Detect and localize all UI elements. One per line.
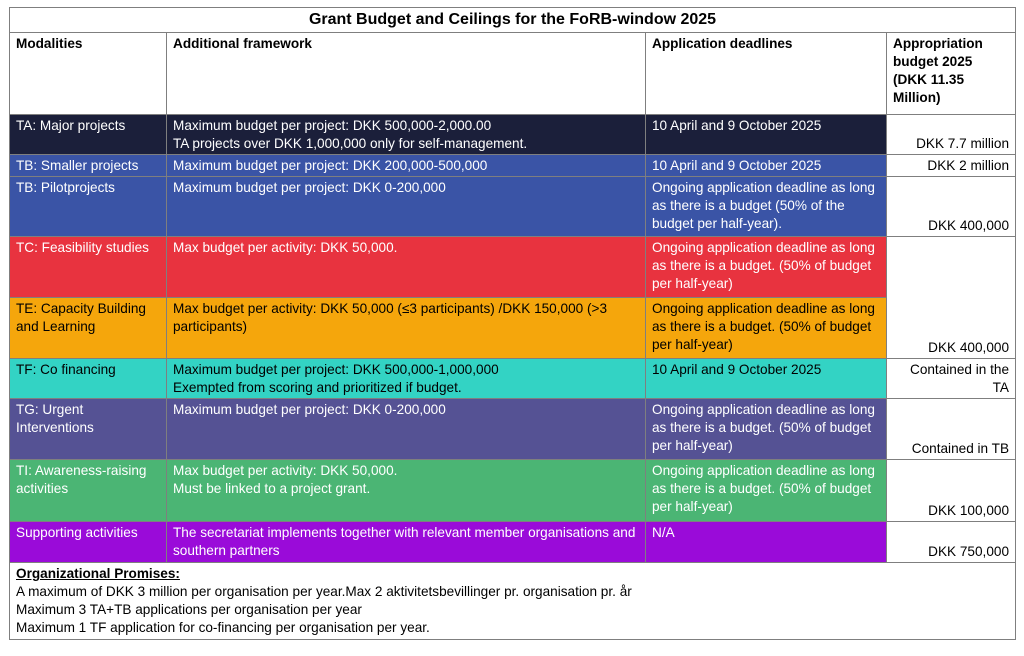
budget-cell: DKK 2 million: [887, 155, 1016, 177]
table-row: [10, 460, 1016, 522]
promises-heading: Organizational Promises:: [16, 566, 180, 581]
deadline-cell: N/A: [646, 522, 887, 563]
deadline-cell: Ongoing application deadline as long as there is a budget. (50% of budget per half-year): [646, 460, 887, 522]
table-row: [10, 359, 1016, 399]
framework-cell: Maximum budget per project: DKK 0-200,000: [167, 399, 646, 460]
deadline-cell: 10 April and 9 October 2025: [646, 359, 887, 399]
deadline-cell: 10 April and 9 October 2025: [646, 155, 887, 177]
budget-cell: DKK 100,000: [887, 460, 1016, 522]
deadline-cell: 10 April and 9 October 2025: [646, 115, 887, 155]
organizational-promises: [10, 563, 1016, 640]
header-framework: Additional framework: [167, 33, 646, 115]
modality-cell: TB: Pilotprojects: [10, 177, 167, 237]
promise-line: A maximum of DKK 3 million per organisation per year.Max 2 aktivitetsbevillinger pr. organisation pr. år: [16, 584, 632, 599]
budget-sheet: [9, 7, 1015, 640]
deadline-cell: Ongoing application deadline as long as there is a budget. (50% of budget per half-year): [646, 399, 887, 460]
budget-cell: DKK 7.7 million: [887, 115, 1016, 155]
header-budget: Appropriation budget 2025 (DKK 11.35 Million): [887, 33, 1016, 115]
modality-cell: TG: Urgent Interventions: [10, 399, 167, 460]
deadline-cell: Ongoing application deadline as long as there is a budget (50% of the budget per half-year).: [646, 177, 887, 237]
table-row: [10, 237, 1016, 298]
framework-cell: The secretariat implements together with relevant member organisations and southern partners: [167, 522, 646, 563]
budget-cell: Contained in the TA: [887, 359, 1016, 399]
budget-cell: DKK 400,000: [887, 177, 1016, 237]
table-row: [10, 115, 1016, 155]
table-row: [10, 155, 1016, 177]
modality-cell: Supporting activities: [10, 522, 167, 563]
budget-table: [9, 7, 1016, 640]
modality-cell: TA: Major projects: [10, 115, 167, 155]
modality-cell: TI: Awareness-raising activities: [10, 460, 167, 522]
framework-cell: Max budget per activity: DKK 50,000 (≤3 participants) /DKK 150,000 (>3 participants): [167, 298, 646, 359]
budget-cell: DKK 400,000: [887, 237, 1016, 359]
framework-cell: Maximum budget per project: DKK 0-200,000: [167, 177, 646, 237]
deadline-cell: Ongoing application deadline as long as there is a budget. (50% of budget per half-year): [646, 298, 887, 359]
table-row: [10, 177, 1016, 237]
promise-line: Maximum 3 TA+TB applications per organisation per year: [16, 602, 362, 617]
table-row: [10, 399, 1016, 460]
framework-cell: Maximum budget per project: DKK 500,000-2,000.00 TA projects over DKK 1,000,000 only for self-management.: [167, 115, 646, 155]
table-row: [10, 522, 1016, 563]
framework-cell: Maximum budget per project: DKK 200,000-500,000: [167, 155, 646, 177]
header-deadlines: Application deadlines: [646, 33, 887, 115]
promises-row: [10, 563, 1016, 640]
modality-cell: TE: Capacity Building and Learning: [10, 298, 167, 359]
header-row: [10, 33, 1016, 115]
promise-line: Maximum 1 TF application for co-financing per organisation per year.: [16, 620, 430, 635]
modality-cell: TB: Smaller projects: [10, 155, 167, 177]
deadline-cell: Ongoing application deadline as long as there is a budget. (50% of budget per half-year): [646, 237, 887, 298]
header-modalities: Modalities: [10, 33, 167, 115]
table-row: [10, 298, 1016, 359]
modality-cell: TF: Co financing: [10, 359, 167, 399]
budget-cell: DKK 750,000: [887, 522, 1016, 563]
framework-cell: Max budget per activity: DKK 50,000. Must be linked to a project grant.: [167, 460, 646, 522]
modality-cell: TC: Feasibility studies: [10, 237, 167, 298]
framework-cell: Max budget per activity: DKK 50,000.: [167, 237, 646, 298]
framework-cell: Maximum budget per project: DKK 500,000-1,000,000 Exempted from scoring and prioritized if budget.: [167, 359, 646, 399]
table-title: Grant Budget and Ceilings for the FoRB-window 2025: [10, 8, 1016, 33]
budget-cell: Contained in TB: [887, 399, 1016, 460]
